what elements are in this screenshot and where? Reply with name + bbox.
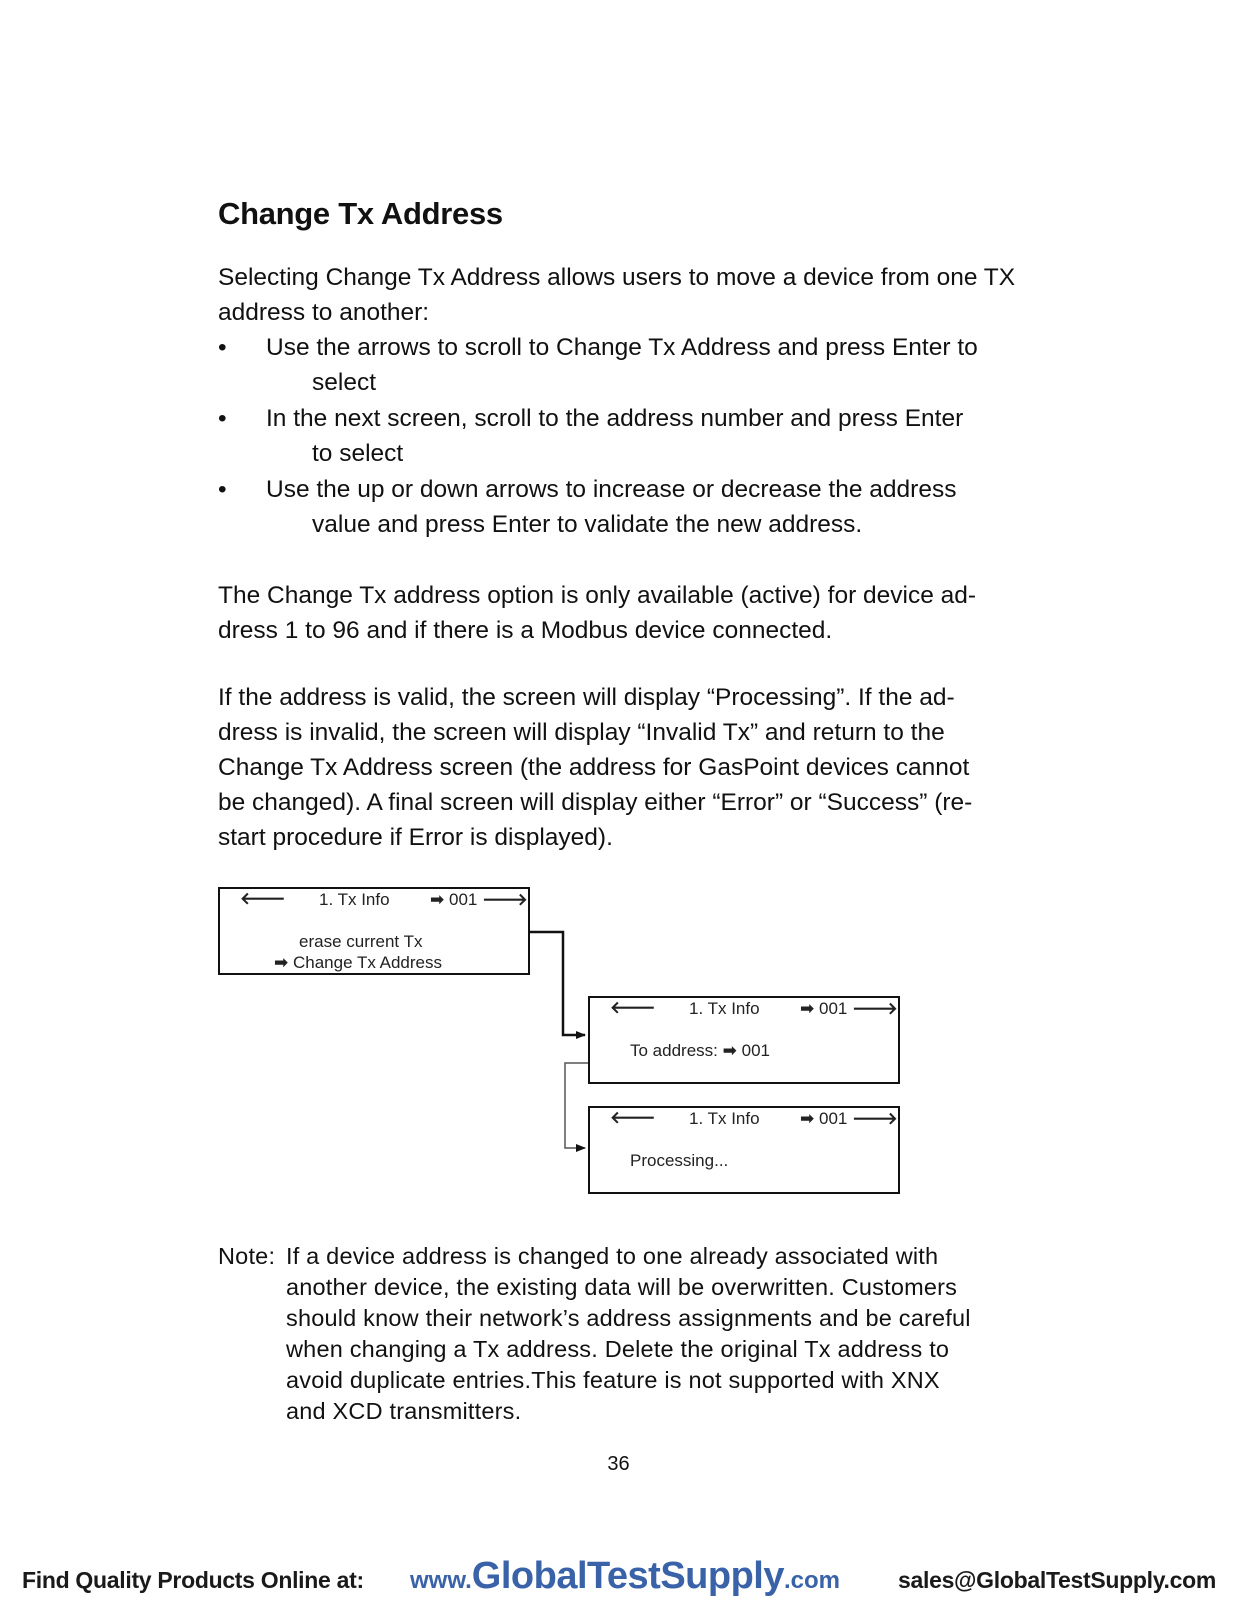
note-line: should know their network’s address assignments and be careful [286, 1305, 971, 1331]
back-arrow-icon: 🡐 [240, 889, 286, 909]
availability-paragraph [218, 578, 1038, 648]
page-footer [0, 1555, 1237, 1600]
back-arrow-icon: 🡐 [610, 1108, 656, 1128]
address-indicator: ➡ 001 🡒 [430, 890, 528, 910]
note-line: and XCD transmitters. [286, 1398, 522, 1424]
list-item [218, 401, 1038, 471]
screen-title: 1. Tx Info [319, 890, 390, 909]
device-screen-to-address [588, 996, 900, 1084]
screen-title: 1. Tx Info [689, 1109, 760, 1128]
forward-arrow-icon: 🡒 [852, 1109, 898, 1129]
back-arrow-icon: 🡐 [610, 998, 656, 1018]
device-screen-menu [218, 887, 530, 975]
paragraph-line: start procedure if Error is displayed). [218, 824, 613, 851]
paragraph-line: The Change Tx address option is only available (active) for device ad- [218, 582, 977, 609]
paragraph-line: dress is invalid, the screen will display “Invalid Tx” and return to the [218, 719, 945, 746]
note-text [218, 1241, 1048, 1427]
step-line: Use the up or down arrows to increase or decrease the address [266, 476, 957, 503]
screen-title: 1. Tx Info [689, 999, 760, 1018]
menu-option-erase: erase current Tx [299, 932, 423, 951]
intro-paragraph: Selecting Change Tx Address allows users to move a device from one TX address to another: [218, 264, 1016, 326]
note-line: avoid duplicate entries.This feature is not supported with XNX [286, 1367, 940, 1393]
section-heading: Change Tx Address [218, 196, 503, 231]
page-number: 36 [607, 1453, 630, 1475]
list-item [218, 330, 1038, 400]
step-continuation: select [312, 369, 377, 396]
step-continuation: to select [312, 440, 404, 467]
paragraph-line: Change Tx Address screen (the address for GasPoint devices cannot [218, 754, 970, 781]
steps-list [218, 330, 1038, 543]
address-indicator: ➡ 001 🡒 [800, 999, 898, 1019]
device-screen-processing [588, 1106, 900, 1194]
processing-status: Processing... [630, 1151, 729, 1170]
validation-paragraph [218, 680, 1038, 855]
note-line: another device, the existing data will be overwritten. Customers [286, 1274, 958, 1300]
step-line: In the next screen, scroll to the address number and press Enter [266, 405, 964, 432]
footer-tagline: Find Quality Products Online at: [22, 1567, 364, 1593]
connector-screen1-to-screen2 [529, 932, 585, 1035]
footer-email-link[interactable]: sales@GlobalTestSupply.com [898, 1567, 1216, 1593]
selection-arrow-icon: ➡ [274, 953, 289, 973]
step-continuation: value and press Enter to validate the new address. [312, 511, 863, 538]
forward-arrow-icon: 🡒 [852, 999, 898, 1019]
address-indicator: ➡ 001 🡒 [800, 1109, 898, 1129]
paragraph-line: dress 1 to 96 and if there is a Modbus device connected. [218, 617, 833, 644]
note-block [218, 1241, 1048, 1427]
footer-website-link[interactable]: www.GlobalTestSupply.com [410, 1555, 841, 1597]
paragraph-line: be changed). A final screen will display either “Error” or “Success” (re- [218, 789, 973, 816]
note-label: Note: [218, 1243, 276, 1269]
list-item [218, 472, 1038, 542]
bullet-icon: • [218, 334, 227, 361]
note-line: If a device address is changed to one already associated with [286, 1243, 939, 1269]
enter-arrow-icon: ➡ [430, 890, 445, 910]
note-line: when changing a Tx address. Delete the original Tx address to [286, 1336, 950, 1362]
selection-arrow-icon: ➡ [722, 1041, 737, 1061]
enter-arrow-icon: ➡ [800, 999, 815, 1019]
menu-option-change-address: ➡ Change Tx Address [274, 953, 442, 973]
paragraph-line: If the address is valid, the screen will display “Processing”. If the ad- [218, 684, 955, 711]
step-line: Use the arrows to scroll to Change Tx Address and press Enter to [266, 334, 978, 361]
forward-arrow-icon: 🡒 [482, 890, 528, 910]
bullet-icon: • [218, 405, 227, 432]
connector-screen2-to-screen3 [565, 1063, 589, 1148]
enter-arrow-icon: ➡ [800, 1109, 815, 1129]
bullet-icon: • [218, 476, 227, 503]
to-address-line: To address: ➡ 001 [630, 1041, 770, 1061]
